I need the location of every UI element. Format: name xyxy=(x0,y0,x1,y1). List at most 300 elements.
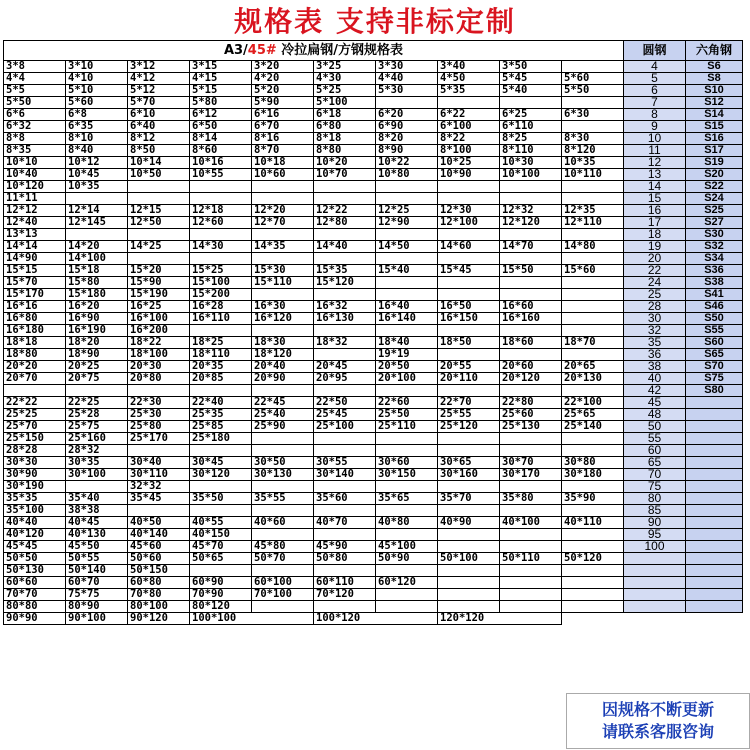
spec-cell: 10*35 xyxy=(66,181,128,193)
spec-cell xyxy=(500,481,562,493)
spec-cell: 35*35 xyxy=(4,493,66,505)
round-bar-cell: 40 xyxy=(624,373,686,385)
spec-cell xyxy=(500,325,562,337)
spec-cell xyxy=(500,529,562,541)
hex-bar-cell: S25 xyxy=(686,205,743,217)
spec-cell: 12*60 xyxy=(190,217,252,229)
spec-cell: 18*80 xyxy=(4,349,66,361)
spec-cell: 35*50 xyxy=(190,493,252,505)
round-bar-cell: 35 xyxy=(624,337,686,349)
spec-cell: 40*100 xyxy=(500,517,562,529)
round-bar-cell: 7 xyxy=(624,97,686,109)
spec-cell: 10*12 xyxy=(66,157,128,169)
spec-cell: 15*45 xyxy=(438,265,500,277)
spec-cell: 45*50 xyxy=(66,541,128,553)
spec-cell xyxy=(438,253,500,265)
spec-cell: 30*140 xyxy=(314,469,376,481)
spec-cell: 12*32 xyxy=(500,205,562,217)
table-row xyxy=(4,565,743,577)
spec-cell: 20*75 xyxy=(66,373,128,385)
spec-cell: 18*40 xyxy=(376,337,438,349)
spec-cell: 30*65 xyxy=(438,457,500,469)
spec-cell: 12*50 xyxy=(128,217,190,229)
spec-cell: 25*150 xyxy=(4,433,66,445)
spec-cell: 45*70 xyxy=(190,541,252,553)
round-bar-cell: 45 xyxy=(624,397,686,409)
spec-cell: 10*50 xyxy=(128,169,190,181)
spec-cell: 8*35 xyxy=(4,145,66,157)
spec-cell: 20*60 xyxy=(500,361,562,373)
hex-bar-cell xyxy=(686,469,743,481)
spec-cell xyxy=(314,505,376,517)
round-bar-cell: 14 xyxy=(624,181,686,193)
spec-cell: 25*75 xyxy=(66,421,128,433)
spec-cell: 15*40 xyxy=(376,265,438,277)
spec-cell: 90*120 xyxy=(128,613,190,625)
spec-cell xyxy=(190,229,252,241)
spec-cell: 15*30 xyxy=(252,265,314,277)
spec-cell: 25*40 xyxy=(252,409,314,421)
spec-cell: 22*50 xyxy=(314,397,376,409)
spec-cell: 20*35 xyxy=(190,361,252,373)
spec-cell: 16*40 xyxy=(376,301,438,313)
spec-cell xyxy=(376,601,438,613)
table-row xyxy=(4,469,743,481)
spec-cell: 12*25 xyxy=(376,205,438,217)
spec-cell: 3*20 xyxy=(252,61,314,73)
round-bar-cell: 95 xyxy=(624,529,686,541)
spec-cell xyxy=(128,229,190,241)
spec-cell: 8*110 xyxy=(500,145,562,157)
spec-cell: 40*80 xyxy=(376,517,438,529)
spec-cell: 16*90 xyxy=(66,313,128,325)
spec-cell: 80*90 xyxy=(66,601,128,613)
spec-cell: 5*35 xyxy=(438,85,500,97)
spec-cell: 12*120 xyxy=(500,217,562,229)
table-row xyxy=(4,121,743,133)
table-row xyxy=(4,145,743,157)
spec-cell xyxy=(500,541,562,553)
table-row xyxy=(4,577,743,589)
round-bar-cell: 65 xyxy=(624,457,686,469)
spec-cell xyxy=(438,541,500,553)
round-bar-cell: 42 xyxy=(624,385,686,397)
spec-cell: 25*85 xyxy=(190,421,252,433)
spec-cell: 14*70 xyxy=(500,241,562,253)
spec-cell xyxy=(500,193,562,205)
spec-cell: 18*70 xyxy=(562,337,624,349)
spec-cell xyxy=(562,565,624,577)
spec-cell: 15*90 xyxy=(128,277,190,289)
round-bar-cell: 38 xyxy=(624,361,686,373)
spec-cell: 100*120 xyxy=(314,613,438,625)
spec-cell: 8*40 xyxy=(66,145,128,157)
spec-cell xyxy=(376,253,438,265)
spec-cell: 14*25 xyxy=(128,241,190,253)
spec-cell xyxy=(252,385,314,397)
spec-cell: 18*30 xyxy=(252,337,314,349)
spec-cell: 6*35 xyxy=(66,121,128,133)
table-row xyxy=(4,85,743,97)
spec-cell: 8*80 xyxy=(314,145,376,157)
spec-cell: 5*70 xyxy=(128,97,190,109)
round-bar-cell: 12 xyxy=(624,157,686,169)
spec-cell: 35*45 xyxy=(128,493,190,505)
spec-cell: 10*45 xyxy=(66,169,128,181)
spec-cell xyxy=(500,577,562,589)
spec-cell: 12*40 xyxy=(4,217,66,229)
spec-cell: 4*20 xyxy=(252,73,314,85)
heading-grade: 45# xyxy=(247,43,277,58)
spec-cell: 12*15 xyxy=(128,205,190,217)
spec-cell xyxy=(438,349,500,361)
spec-cell: 40*45 xyxy=(66,517,128,529)
hex-bar-cell: S17 xyxy=(686,145,743,157)
round-bar-cell: 17 xyxy=(624,217,686,229)
spec-cell: 6*6 xyxy=(4,109,66,121)
spec-cell: 16*110 xyxy=(190,313,252,325)
spec-cell: 20*55 xyxy=(438,361,500,373)
spec-cell: 45*90 xyxy=(314,541,376,553)
spec-cell xyxy=(562,445,624,457)
spec-cell: 14*30 xyxy=(190,241,252,253)
spec-cell: 10*70 xyxy=(314,169,376,181)
spec-cell xyxy=(314,289,376,301)
round-bar-cell: 5 xyxy=(624,73,686,85)
spec-cell xyxy=(66,481,128,493)
spec-cell: 22*100 xyxy=(562,397,624,409)
table-row xyxy=(4,433,743,445)
spec-table-body xyxy=(4,41,743,625)
spec-cell: 3*30 xyxy=(376,61,438,73)
round-bar-cell: 20 xyxy=(624,253,686,265)
spec-cell xyxy=(500,385,562,397)
spec-cell: 5*10 xyxy=(66,85,128,97)
spec-cell: 20*95 xyxy=(314,373,376,385)
spec-cell xyxy=(438,181,500,193)
spec-cell: 25*60 xyxy=(500,409,562,421)
spec-cell xyxy=(500,97,562,109)
spec-cell: 25*55 xyxy=(438,409,500,421)
spec-cell xyxy=(500,505,562,517)
spec-cell: 30*35 xyxy=(66,457,128,469)
spec-cell: 20*30 xyxy=(128,361,190,373)
spec-cell xyxy=(66,385,128,397)
table-row xyxy=(4,349,743,361)
spec-cell: 30*180 xyxy=(562,469,624,481)
spec-cell: 60*60 xyxy=(4,577,66,589)
table-row xyxy=(4,97,743,109)
round-bar-cell: 13 xyxy=(624,169,686,181)
spec-cell: 16*20 xyxy=(66,301,128,313)
hex-bar-cell xyxy=(686,481,743,493)
round-bar-cell: 19 xyxy=(624,241,686,253)
table-row xyxy=(4,325,743,337)
spec-cell: 90*100 xyxy=(66,613,128,625)
spec-cell: 30*120 xyxy=(190,469,252,481)
spec-cell: 4*12 xyxy=(128,73,190,85)
spec-cell: 5*30 xyxy=(376,85,438,97)
spec-cell: 6*16 xyxy=(252,109,314,121)
spec-cell: 11*11 xyxy=(4,193,66,205)
spec-cell: 40*120 xyxy=(4,529,66,541)
spec-cell: 10*60 xyxy=(252,169,314,181)
hex-bar-cell xyxy=(686,529,743,541)
spec-cell xyxy=(314,253,376,265)
spec-cell xyxy=(562,577,624,589)
spec-cell xyxy=(190,565,252,577)
spec-cell xyxy=(500,589,562,601)
spec-cell xyxy=(376,589,438,601)
spec-cell: 8*120 xyxy=(562,145,624,157)
spec-cell: 5*60 xyxy=(66,97,128,109)
spec-cell xyxy=(314,565,376,577)
table-row xyxy=(4,313,743,325)
spec-cell: 35*100 xyxy=(4,505,66,517)
spec-cell: 15*120 xyxy=(314,277,376,289)
spec-cell xyxy=(376,481,438,493)
spec-cell: 16*30 xyxy=(252,301,314,313)
spec-cell: 25*130 xyxy=(500,421,562,433)
spec-cell: 30*40 xyxy=(128,457,190,469)
round-bar-cell: 15 xyxy=(624,193,686,205)
spec-cell: 12*80 xyxy=(314,217,376,229)
spec-cell: 35*55 xyxy=(252,493,314,505)
spec-cell: 40*60 xyxy=(252,517,314,529)
spec-cell: 6*10 xyxy=(128,109,190,121)
spec-cell: 25*110 xyxy=(376,421,438,433)
spec-cell xyxy=(562,385,624,397)
spec-cell xyxy=(562,193,624,205)
spec-cell: 20*110 xyxy=(438,373,500,385)
table-row xyxy=(4,289,743,301)
hex-bar-cell xyxy=(686,445,743,457)
hex-bar-cell: S24 xyxy=(686,193,743,205)
hex-bar-cell: S55 xyxy=(686,325,743,337)
spec-cell: 30*110 xyxy=(128,469,190,481)
spec-cell xyxy=(438,565,500,577)
hex-bar-cell: S46 xyxy=(686,301,743,313)
spec-cell: 12*14 xyxy=(66,205,128,217)
round-bar-cell: 75 xyxy=(624,481,686,493)
spec-cell xyxy=(376,445,438,457)
spec-cell xyxy=(562,61,624,73)
spec-cell: 12*35 xyxy=(562,205,624,217)
spec-cell: 22*25 xyxy=(66,397,128,409)
spec-cell: 22*45 xyxy=(252,397,314,409)
hex-bar-cell xyxy=(686,409,743,421)
hex-bar-cell: S34 xyxy=(686,253,743,265)
spec-cell xyxy=(252,229,314,241)
spec-cell xyxy=(500,181,562,193)
spec-cell: 80*120 xyxy=(190,601,252,613)
table-row xyxy=(4,373,743,385)
spec-cell: 10*16 xyxy=(190,157,252,169)
round-bar-cell: 16 xyxy=(624,205,686,217)
spec-cell xyxy=(376,97,438,109)
spec-cell: 8*12 xyxy=(128,133,190,145)
spec-cell: 15*100 xyxy=(190,277,252,289)
spec-cell: 6*50 xyxy=(190,121,252,133)
spec-cell: 14*80 xyxy=(562,241,624,253)
spec-cell xyxy=(190,253,252,265)
spec-cell xyxy=(252,505,314,517)
spec-cell: 30*60 xyxy=(376,457,438,469)
table-row xyxy=(4,457,743,469)
spec-cell xyxy=(376,505,438,517)
spec-cell xyxy=(438,445,500,457)
spec-cell: 16*32 xyxy=(314,301,376,313)
spec-cell: 6*22 xyxy=(438,109,500,121)
spec-cell xyxy=(562,349,624,361)
spec-cell: 35*90 xyxy=(562,493,624,505)
spec-cell: 35*80 xyxy=(500,493,562,505)
spec-cell xyxy=(562,97,624,109)
spec-cell: 10*25 xyxy=(438,157,500,169)
spec-cell xyxy=(252,445,314,457)
spec-cell: 12*100 xyxy=(438,217,500,229)
hex-bar-cell: S14 xyxy=(686,109,743,121)
spec-cell: 15*35 xyxy=(314,265,376,277)
spec-cell: 20*80 xyxy=(128,373,190,385)
spec-cell: 12*110 xyxy=(562,217,624,229)
spec-cell: 40*150 xyxy=(190,529,252,541)
spec-cell xyxy=(562,313,624,325)
hex-bar-cell: S32 xyxy=(686,241,743,253)
spec-cell: 22*40 xyxy=(190,397,252,409)
spec-cell: 3*40 xyxy=(438,61,500,73)
title-band xyxy=(0,0,750,40)
table-row xyxy=(4,157,743,169)
hex-bar-cell xyxy=(686,493,743,505)
round-bar-cell: 10 xyxy=(624,133,686,145)
spec-cell: 90*90 xyxy=(4,613,66,625)
spec-cell: 45*100 xyxy=(376,541,438,553)
spec-cell: 3*12 xyxy=(128,61,190,73)
round-bar-cell: 25 xyxy=(624,289,686,301)
spec-cell: 16*100 xyxy=(128,313,190,325)
spec-cell: 80*100 xyxy=(128,601,190,613)
table-row xyxy=(4,169,743,181)
spec-cell: 50*150 xyxy=(128,565,190,577)
round-bar-cell: 6 xyxy=(624,85,686,97)
hex-bar-header: 六角钢 xyxy=(686,41,743,61)
spec-cell: 20*120 xyxy=(500,373,562,385)
spec-cell xyxy=(438,277,500,289)
spec-cell: 15*110 xyxy=(252,277,314,289)
table-row xyxy=(4,529,743,541)
table-row xyxy=(4,541,743,553)
hex-bar-cell: S75 xyxy=(686,373,743,385)
spec-cell: 12*70 xyxy=(252,217,314,229)
spec-cell: 4*10 xyxy=(66,73,128,85)
spec-cell: 20*45 xyxy=(314,361,376,373)
spec-cell: 45*60 xyxy=(128,541,190,553)
spec-cell xyxy=(500,229,562,241)
spec-cell: 5*100 xyxy=(314,97,376,109)
round-bar-cell: 36 xyxy=(624,349,686,361)
spec-cell: 50*50 xyxy=(4,553,66,565)
table-row xyxy=(4,613,743,625)
spec-cell: 12*22 xyxy=(314,205,376,217)
round-bar-cell: 18 xyxy=(624,229,686,241)
spec-cell: 25*180 xyxy=(190,433,252,445)
spec-cell: 8*70 xyxy=(252,145,314,157)
spec-cell: 15*20 xyxy=(128,265,190,277)
spec-cell xyxy=(376,193,438,205)
spec-cell: 60*90 xyxy=(190,577,252,589)
spec-cell: 60*80 xyxy=(128,577,190,589)
spec-cell: 16*25 xyxy=(128,301,190,313)
spec-cell xyxy=(190,193,252,205)
spec-cell: 18*100 xyxy=(128,349,190,361)
spec-cell: 14*35 xyxy=(252,241,314,253)
spec-cell: 25*80 xyxy=(128,421,190,433)
spec-cell xyxy=(562,181,624,193)
spec-cell: 50*60 xyxy=(128,553,190,565)
spec-cell xyxy=(376,181,438,193)
round-bar-cell xyxy=(624,553,686,565)
spec-cell xyxy=(500,277,562,289)
spec-cell xyxy=(252,325,314,337)
spec-cell: 35*65 xyxy=(376,493,438,505)
spec-cell xyxy=(376,289,438,301)
spec-cell: 40*130 xyxy=(66,529,128,541)
spec-cell: 6*30 xyxy=(562,109,624,121)
spec-cell: 6*32 xyxy=(4,121,66,133)
spec-cell: 60*70 xyxy=(66,577,128,589)
spec-cell xyxy=(4,385,66,397)
spec-cell: 70*100 xyxy=(252,589,314,601)
spec-cell: 15*25 xyxy=(190,265,252,277)
spec-cell xyxy=(314,385,376,397)
spec-cell: 25*28 xyxy=(66,409,128,421)
round-bar-cell: 4 xyxy=(624,61,686,73)
spec-cell xyxy=(376,277,438,289)
spec-cell: 18*32 xyxy=(314,337,376,349)
spec-cell xyxy=(500,433,562,445)
spec-cell: 10*80 xyxy=(376,169,438,181)
spec-cell: 40*110 xyxy=(562,517,624,529)
spec-cell xyxy=(252,253,314,265)
spec-cell: 15*50 xyxy=(500,265,562,277)
spec-cell: 15*200 xyxy=(190,289,252,301)
spec-cell: 15*60 xyxy=(562,265,624,277)
spec-cell xyxy=(376,433,438,445)
spec-cell: 50*140 xyxy=(66,565,128,577)
spec-cell: 15*190 xyxy=(128,289,190,301)
hex-bar-cell: S10 xyxy=(686,85,743,97)
spec-cell: 5*60 xyxy=(562,73,624,85)
spec-cell xyxy=(562,277,624,289)
spec-cell xyxy=(562,121,624,133)
table-row xyxy=(4,553,743,565)
spec-cell: 8*16 xyxy=(252,133,314,145)
spec-cell: 50*70 xyxy=(252,553,314,565)
spec-cell: 8*60 xyxy=(190,145,252,157)
spec-cell xyxy=(252,481,314,493)
table-header-row xyxy=(4,41,743,61)
round-bar-cell: 30 xyxy=(624,313,686,325)
spec-cell: 20*65 xyxy=(562,361,624,373)
round-bar-cell xyxy=(624,565,686,577)
spec-cell: 5*90 xyxy=(252,97,314,109)
spec-cell: 16*16 xyxy=(4,301,66,313)
spec-cell xyxy=(438,505,500,517)
spec-cell: 25*65 xyxy=(562,409,624,421)
hex-bar-cell: S80 xyxy=(686,385,743,397)
round-bar-header: 圆钢 xyxy=(624,41,686,61)
